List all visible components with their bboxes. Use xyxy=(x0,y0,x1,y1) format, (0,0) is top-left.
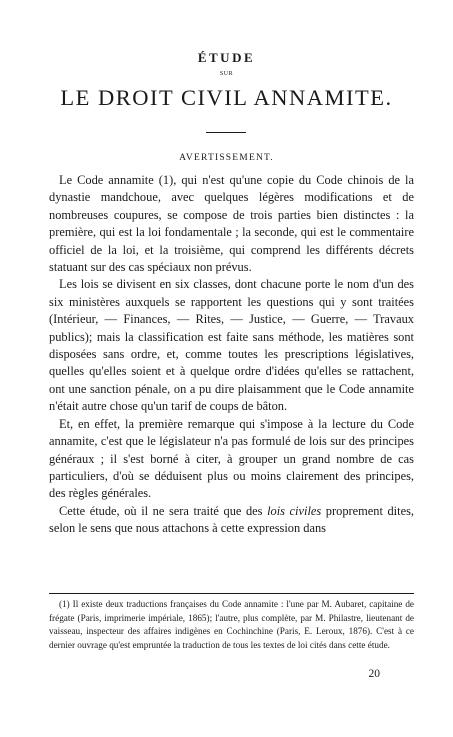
header-etude: ÉTUDE xyxy=(197,50,256,65)
title-divider xyxy=(206,132,246,133)
footnote-divider xyxy=(49,593,414,594)
paragraph-4-text-a: Cette étude, où il ne sera traité que des xyxy=(59,503,268,518)
paragraph-3-text: Et, en effet, la première remarque qui s'impose à la lecture du Code annamite, c'est que le législateur n'a pas formulé de lois sur des principes généraux ; il s'est borné à citer, à grouper un grand nombre de cas particuliers, d'où se déduisent plus ou moins clairement des principes, des règles générales. xyxy=(49,416,414,501)
page-title: LE DROIT CIVIL ANNAMITE. xyxy=(60,85,393,110)
body-text xyxy=(49,172,414,538)
section-title: AVERTISSEMENT. xyxy=(179,153,274,163)
header-sur: SUR xyxy=(219,71,234,77)
paragraph-3 xyxy=(49,416,414,503)
paragraph-4-text-b: proprement dites, selon le sens que nous attachons à cette expression dans xyxy=(49,503,414,536)
paragraph-1-text: Le Code annamite (1), qui n'est qu'une copie du Code chinois de la dynastie mandchoue, avec quelques légères modifications et de nombreuses coupures, se compose de trois parties bien distinctes : la première, qui est la loi fondamentale ; la seconde, qui est le commentaire officiel de la loi, et la troisième, qui comprend les différents décrets statuant sur des cas spéciaux non prévus. xyxy=(49,173,414,275)
footnote xyxy=(49,598,414,652)
page-number: 20 xyxy=(368,668,380,680)
paragraph-4-italic: lois civiles xyxy=(267,503,322,518)
paragraph-2-text: Les lois se divisent en six classes, dont chacune porte le nom d'un des six ministères auxquels se rapportent les questions qui y sont traitées (Intérieur, — Finances, — Rites, — Justice, — Guerre, — Travaux publics); mais la classification est faite sans méthode, les matières sont disposées sans ordre, et, comme toutes les prescriptions législatives, quelles qu'elles soient et à quelque ordre d'idées qu'elles se rattachent, ont une sanction pénale, on a pu dire plaisamment que le Code annamite n'était autre chose qu'un tarif de coups de bâton. xyxy=(49,277,414,414)
footnote-text: (1) Il existe deux traductions françaises du Code annamite : l'une par M. Aubaret, capitaine de frégate (Paris, imprimerie impériale, 1865); l'autre, plus complète, par M. Philastre, lieutenant de vaisseau, inspecteur des affaires indigènes en Cochinchine (Paris, E. Leroux, 1876). C'est à ce dernier ouvrage qu'est empruntée la traduction de tous les textes de loi cités dans cette étude. xyxy=(49,599,414,650)
paragraph-4 xyxy=(49,503,414,538)
paragraph-2 xyxy=(49,276,414,415)
paragraph-1 xyxy=(49,172,414,276)
